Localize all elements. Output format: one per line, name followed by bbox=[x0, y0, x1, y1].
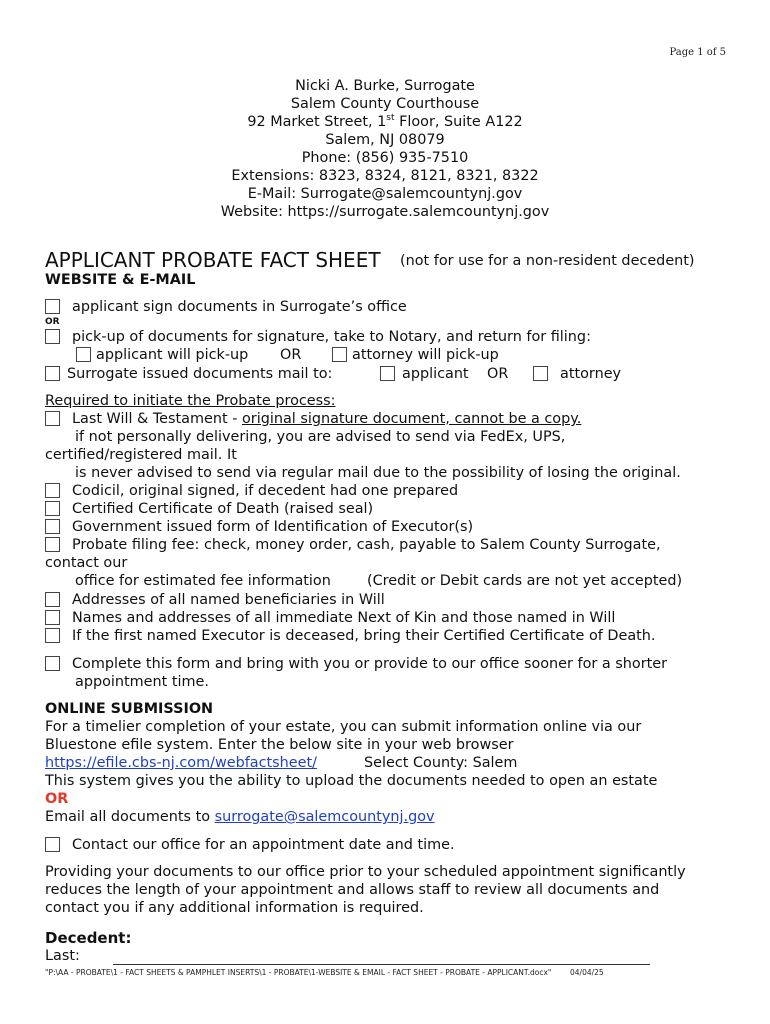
checkbox-applicant-pickup[interactable] bbox=[76, 347, 91, 362]
item-next-of-kin: Names and addresses of all immediate Next of Kin and those named in Will bbox=[72, 610, 616, 626]
filing-fee-line-2: contact our bbox=[45, 555, 128, 571]
last-will-delivery-note-3: is never advised to send via regular mail due to the possibility of losing the original. bbox=[75, 465, 681, 481]
option-pickup: pick-up of documents for signature, take to Notary, and return for filing: bbox=[72, 329, 591, 345]
last-will-delivery-note: if not personally delivering, you are advised to send via FedEx, UPS, bbox=[75, 429, 566, 445]
checkbox-mail-attorney[interactable] bbox=[533, 366, 548, 381]
checkbox-last-will[interactable] bbox=[45, 411, 60, 426]
street-address bbox=[0, 113, 770, 131]
efile-link[interactable]: https://efile.cbs-nj.com/webfactsheet/ bbox=[45, 755, 317, 771]
street-address-superscript: st bbox=[386, 113, 395, 124]
complete-form-line-2: appointment time. bbox=[75, 674, 209, 690]
extensions: Extensions: 8323, 8324, 8121, 8321, 8322 bbox=[231, 168, 539, 184]
city-state-zip: Salem, NJ 08079 bbox=[325, 132, 445, 148]
item-death-certificate: Certified Certificate of Death (raised seal) bbox=[72, 501, 374, 517]
checkbox-next-of-kin[interactable] bbox=[45, 610, 60, 625]
or-label-pickup: OR bbox=[280, 347, 302, 363]
paragraph-line-1: Providing your documents to our office prior to your scheduled appointment significantly bbox=[45, 864, 686, 880]
or-label-red: OR bbox=[45, 791, 69, 807]
or-label-mail: OR bbox=[487, 366, 509, 382]
website: Website: https://surrogate.salemcountynj.gov bbox=[220, 204, 550, 220]
checkbox-death-certificate[interactable] bbox=[45, 501, 60, 516]
or-label-small: OR bbox=[45, 317, 60, 327]
street-address-part2: Floor, Suite A122 bbox=[394, 114, 523, 130]
email: E-Mail: Surrogate@salemcountynj.gov bbox=[247, 186, 523, 202]
option-mail-attorney: attorney bbox=[560, 366, 622, 382]
item-complete-form: Complete this form and bring with you or provide to our office sooner for a shorter bbox=[72, 656, 668, 672]
document-title: APPLICANT PROBATE FACT SHEET bbox=[45, 248, 381, 272]
item-beneficiaries: Addresses of all named beneficiaries in Will bbox=[72, 592, 385, 608]
last-will-label: Last Will & Testament - bbox=[72, 411, 242, 427]
page-number: Page 1 of 5 bbox=[669, 47, 726, 58]
item-contact-office: Contact our office for an appointment date and time. bbox=[72, 837, 455, 853]
item-filing-fee: Probate filing fee: check, money order, cash, payable to Salem County Surrogate, bbox=[72, 537, 661, 553]
online-line-4: This system gives you the ability to upload the documents needed to open an estate bbox=[45, 773, 658, 789]
phone: Phone: (856) 935-7510 bbox=[301, 150, 469, 166]
title-note: (not for use for a non-resident decedent) bbox=[400, 253, 695, 269]
decedent-heading: Decedent: bbox=[45, 929, 132, 947]
option-mail-to: Surrogate issued documents mail to: bbox=[67, 366, 333, 382]
checkbox-complete-form[interactable] bbox=[45, 656, 60, 671]
paragraph-line-2: reduces the length of your appointment and allows staff to review all documents and bbox=[45, 882, 660, 898]
checkbox-pickup[interactable] bbox=[45, 329, 60, 344]
last-name-field[interactable] bbox=[113, 964, 650, 965]
checkbox-filing-fee[interactable] bbox=[45, 537, 60, 552]
checkbox-contact-office[interactable] bbox=[45, 837, 60, 852]
online-submission-heading: ONLINE SUBMISSION bbox=[45, 701, 214, 717]
last-will-delivery-note-2: certified/registered mail. It bbox=[45, 447, 237, 463]
email-documents-text: Email all documents to bbox=[45, 809, 215, 825]
courthouse-name: Salem County Courthouse bbox=[290, 96, 480, 112]
select-county: Select County: Salem bbox=[364, 755, 518, 771]
item-gov-id: Government issued form of Identification of Executor(s) bbox=[72, 519, 474, 535]
item-codicil: Codicil, original signed, if decedent had one prepared bbox=[72, 483, 459, 499]
option-applicant-pickup: applicant will pick-up bbox=[96, 347, 249, 363]
item-executor-deceased: If the first named Executor is deceased, bring their Certified Certificate of Death. bbox=[72, 628, 656, 644]
online-line-2: Bluestone efile system. Enter the below site in your web browser bbox=[45, 737, 514, 753]
street-address-part1: 92 Market Street, 1 bbox=[247, 114, 387, 130]
option-attorney-pickup: attorney will pick-up bbox=[352, 347, 499, 363]
section-subtitle: WEBSITE & E-MAIL bbox=[45, 272, 196, 288]
item-last-will bbox=[72, 410, 581, 428]
checkbox-mail-applicant[interactable] bbox=[380, 366, 395, 381]
checkbox-codicil[interactable] bbox=[45, 483, 60, 498]
checkbox-gov-id[interactable] bbox=[45, 519, 60, 534]
required-heading: Required to initiate the Probate process: bbox=[45, 393, 336, 409]
footer-date: 04/04/25 bbox=[570, 968, 604, 977]
email-documents-line bbox=[45, 808, 435, 826]
email-link[interactable]: surrogate@salemcountynj.gov bbox=[214, 809, 435, 825]
last-name-label: Last: bbox=[45, 948, 80, 964]
last-will-requirement: original signature document, cannot be a copy. bbox=[241, 411, 582, 427]
option-mail-applicant: applicant bbox=[402, 366, 469, 382]
checkbox-mail-to[interactable] bbox=[45, 366, 60, 381]
checkbox-attorney-pickup[interactable] bbox=[332, 347, 347, 362]
checkbox-beneficiaries[interactable] bbox=[45, 592, 60, 607]
online-line-1: For a timelier completion of your estate, you can submit information online via our bbox=[45, 719, 642, 735]
filing-fee-card-note: (Credit or Debit cards are not yet accepted) bbox=[367, 573, 683, 589]
paragraph-line-3: contact you if any additional information is required. bbox=[45, 900, 424, 916]
checkbox-sign-in-office[interactable] bbox=[45, 299, 60, 314]
filing-fee-line-3: office for estimated fee information bbox=[75, 573, 331, 589]
option-sign-in-office: applicant sign documents in Surrogate’s office bbox=[72, 299, 407, 315]
checkbox-executor-deceased[interactable] bbox=[45, 628, 60, 643]
footer-file-path: "P:\AA - PROBATE\1 - FACT SHEETS & PAMPHLET INSERTS\1 - PROBATE\1-WEBSITE & EMAIL - FACT SHEET - PROBATE - APPLICANT.docx" bbox=[45, 968, 552, 977]
surrogate-name: Nicki A. Burke, Surrogate bbox=[295, 78, 475, 94]
